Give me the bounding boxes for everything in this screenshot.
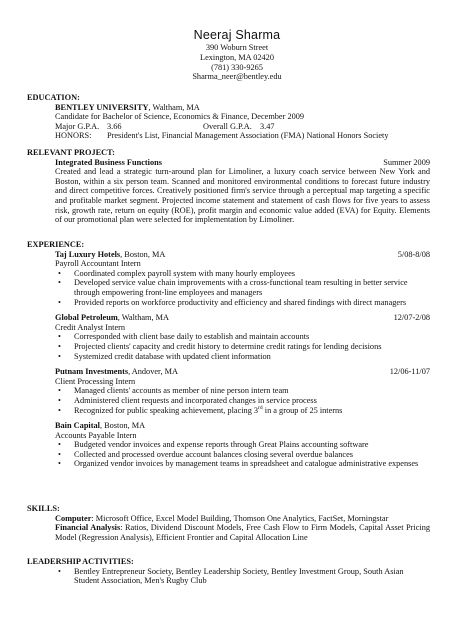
job-bullet: • Managed clients' accounts as member of nine person intern team <box>58 386 289 396</box>
job-bullet: • Administered client requests and incorporated changes in service process <box>58 395 317 405</box>
job-bullet: • Organized vendor invoices by management teams in spreadsheet and catalogue administrative expenses <box>58 459 419 469</box>
job-role: Accounts Payable Intern <box>55 430 137 440</box>
job-role: Credit Analyst Intern <box>55 322 126 332</box>
job-bullet: • Corresponded with client base daily to establish and maintain accounts <box>58 332 310 342</box>
resume-header <box>0 28 474 82</box>
skill-financial: Financial Analysis: Ratios, Dividend Discount Models, Free Cash Flow to Firm Models, Capital Asset Pricing Model (Regression Analysis), Efficient Frontier and Capital Allocation Line <box>55 523 430 542</box>
job-company: Putnam Investments <box>55 367 129 377</box>
address-line-1: 390 Woburn Street <box>205 43 269 52</box>
job-bullet: • Systemized credit database with updated client information <box>58 351 271 361</box>
leadership-bullet: • Bentley Entrepreneur Society, Bentley Leadership Society, Bentley Investment Group, South Asian Student Association, Men's Rugby Club <box>58 566 404 586</box>
school-location: , Waltham, MA <box>148 102 200 112</box>
project-title: RELEVANT PROJECT: <box>27 148 115 157</box>
overall-gpa-label: Overall G.P.A. <box>203 121 252 131</box>
job-location: , Boston, MA <box>99 421 146 431</box>
project-name: Integrated Business Functions <box>55 157 162 167</box>
education-title: EDUCATION: <box>27 93 80 102</box>
job-bullet: • Provided reports on workforce productivity and efficiency and shared findings with direct managers <box>58 297 407 307</box>
job-date: 5/08-8/08 <box>397 249 430 259</box>
job-role: Payroll Accountant Intern <box>55 259 141 269</box>
email: Sharma_neer@bentley.edu <box>192 72 282 82</box>
school-name: BENTLEY UNIVERSITY <box>55 102 149 112</box>
overall-gpa-value: 3.47 <box>260 121 275 131</box>
major-gpa-value: 3.66 <box>107 121 122 131</box>
project-description: Created and lead a strategic turn-around plan for Limoliner, a luxury coach service between New York and Boston, within a six person team. Scanned and monitored environmental conditions to forecast future industry and direct competitive forces. Creatively positioned firm's service through a perceptual map targeting a specific and profitable market segment. Projected income statement and statement of cash flows for five years to assess risk, growth rate, return on equity (ROE), profit margin and economic value added (EVA) for Equity. Elements of our promotional plan were selected for implementation by Limoliner. <box>55 167 430 225</box>
job-entry <box>55 313 430 361</box>
job-company: Taj Luxury Hotels <box>55 249 121 259</box>
job-entry <box>55 250 430 308</box>
job-bullet: • Projected clients' capacity and credit history to determine credit ratings for lending decisions <box>58 341 382 351</box>
major-gpa-label: Major G.P.A. <box>55 121 100 131</box>
job-company: Global Petroleum <box>55 313 118 323</box>
honors-label: HONORS: <box>55 131 92 141</box>
experience-title: EXPERIENCE: <box>27 240 85 249</box>
skills-title: SKILLS: <box>27 504 60 513</box>
honors-value: President's List, Financial Management Association (FMA) National Honors Society <box>107 131 389 141</box>
job-bullet: • Collected and processed overdue account balances closing several overdue balances <box>58 449 353 459</box>
degree: Candidate for Bachelor of Science, Economics & Finance, December 2009 <box>55 112 305 122</box>
skill-computer: Computer: Microsoft Office, Excel Model Building, Thomson One Analytics, FactSet, Morningstar <box>55 513 389 523</box>
job-company: Bain Capital <box>55 421 100 431</box>
job-role: Client Processing Intern <box>55 376 136 386</box>
job-bullet: • Coordinated complex payroll system with many hourly employees <box>58 268 295 278</box>
job-location: , Boston, MA <box>120 249 166 259</box>
job-location: , Waltham, MA <box>117 313 170 323</box>
project-date: Summer 2009 <box>383 157 430 167</box>
job-date: 12/06-11/07 <box>389 367 430 377</box>
job-bullet: • Budgeted vendor invoices and expense reports through Great Plains accounting software <box>58 440 369 450</box>
job-bullet: • Recognized for public speaking achievement, placing 3rd in a group of 25 interns <box>58 404 343 415</box>
job-bullet: • Developed service value chain improvements with a cross-functional team resulting in better service through empowering front-line employees and managers <box>58 278 408 297</box>
candidate-name: Neeraj Sharma <box>193 28 281 42</box>
phone: (781) 330-9265 <box>211 62 263 72</box>
job-location: , Andover, MA <box>128 367 178 377</box>
job-entry <box>55 421 430 469</box>
job-date: 12/07-2/08 <box>393 313 430 323</box>
leadership-title: LEADERSHIP ACTIVITIES: <box>27 557 134 566</box>
address-line-2: Lexington, MA 02420 <box>200 52 274 62</box>
job-entry <box>55 367 430 415</box>
